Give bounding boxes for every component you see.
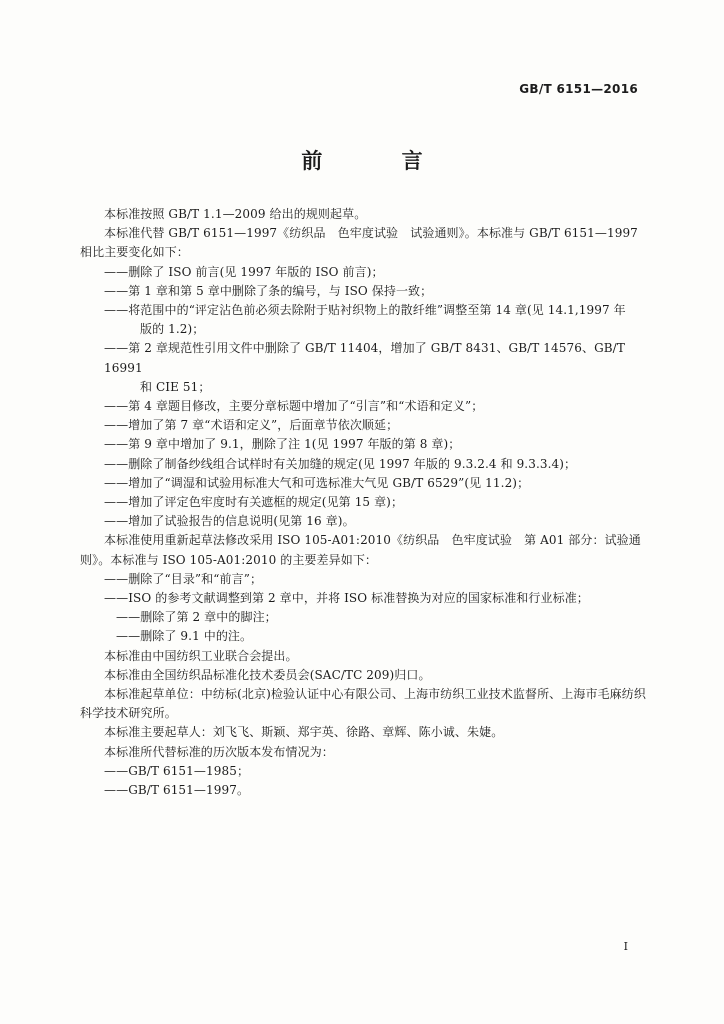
paragraph-text: 本标准起草单位：中纺标(北京)检验认证中心有限公司、上海市纺织工业技术监督所、上海市毛麻纺织科学技术研究所。 xyxy=(80,687,646,721)
paragraph-text: 本标准按照 GB/T 1.1—2009 给出的规则起草。 xyxy=(104,207,367,221)
paragraph-text: 本标准代替 GB/T 6151—1997《纺织品 色牢度试验 试验通则》。本标准与 GB/T 6151—1997 相比主要变化如下： xyxy=(80,226,638,260)
list-item xyxy=(80,589,650,608)
paragraph-text: ——删除了 ISO 前言(见 1997 年版的 ISO 前言)； xyxy=(104,264,384,279)
paragraph-text: 本标准由全国纺织品标准化技术委员会(SAC/TC 209)归口。 xyxy=(104,667,431,682)
paragraph-text: ——增加了第 7 章“术语和定义”，后面章节依次顺延； xyxy=(104,418,399,433)
list-item-continuation: 版的 1.2)； xyxy=(140,322,205,337)
paragraph xyxy=(80,685,650,723)
list-item xyxy=(80,781,650,800)
paragraph-text: ——删除了制备纱线组合试样时有关加缝的规定(见 1997 年版的 9.3.2.4 和 9.3.3.4)； xyxy=(104,456,577,471)
sub-list-item xyxy=(80,608,650,627)
list-item xyxy=(80,512,650,531)
paragraph-text: ——第 1 章和第 5 章中删除了条的编号，与 ISO 保持一致； xyxy=(104,283,433,298)
paragraph xyxy=(80,666,650,685)
paragraph-text: ——增加了试验报告的信息说明(见第 16 章)。 xyxy=(104,514,355,529)
paragraph-text: ——第 4 章题目修改，主要分章标题中增加了“引言”和“术语和定义”； xyxy=(104,399,484,414)
paragraph xyxy=(80,205,650,224)
paragraph-text: ——GB/T 6151—1985； xyxy=(104,763,250,778)
paragraph-text: ——ISO 的参考文献调整到第 2 章中，并将 ISO 标准替换为对应的国家标准和行业标准； xyxy=(104,591,589,606)
paragraph-text: ——GB/T 6151—1997。 xyxy=(104,783,250,798)
paragraph-text: ——将范围中的“评定沾色前必须去除附于贴衬织物上的散纤维”调整至第 14 章(见 14.1,1997 年 xyxy=(104,303,626,318)
list-item xyxy=(80,570,650,589)
foreword-body xyxy=(80,205,650,800)
paragraph xyxy=(80,224,650,262)
list-item xyxy=(80,474,650,493)
list-item xyxy=(80,282,650,301)
paragraph-text: ——第 2 章规范性引用文件中删除了 GB/T 11404，增加了 GB/T 8431、GB/T 14576、GB/T 16991 xyxy=(104,341,625,375)
paragraph-text: 本标准主要起草人：刘飞飞、斯颖、郑宇英、徐路、章辉、陈小诚、朱婕。 xyxy=(104,725,504,740)
sub-list-item xyxy=(80,627,650,646)
paragraph-text: ——第 9 章中增加了 9.1，删除了注 1(见 1997 年版的第 8 章)； xyxy=(104,437,461,452)
paragraph xyxy=(80,647,650,666)
list-item xyxy=(80,263,650,282)
list-item xyxy=(80,435,650,454)
paragraph-text: ——增加了评定色牢度时有关遮框的规定(见第 15 章)； xyxy=(104,495,404,510)
paragraph-text: ——删除了 9.1 中的注。 xyxy=(116,629,253,644)
paragraph-text: 本标准使用重新起草法修改采用 ISO 105-A01:2010《纺织品 色牢度试验 第 A01 部分：试验通则》。本标准与 ISO 105-A01:2010 的主要差异如下： xyxy=(80,533,641,567)
paragraph-text: 本标准所代替标准的历次版本发布情况为： xyxy=(104,744,334,759)
paragraph-text: ——删除了“目录”和“前言”； xyxy=(104,571,263,586)
list-item xyxy=(80,339,650,397)
page-title: 前 言 xyxy=(301,149,459,173)
paragraph xyxy=(80,531,650,569)
list-item-continuation: 和 CIE 51； xyxy=(140,379,211,394)
list-item xyxy=(80,762,650,781)
paragraph xyxy=(80,743,650,762)
standard-code: GB/T 6151—2016 xyxy=(519,82,638,96)
paragraph-text: ——删除了第 2 章中的脚注； xyxy=(116,610,277,625)
list-item xyxy=(80,455,650,474)
list-item xyxy=(80,416,650,435)
paragraph xyxy=(80,723,650,742)
list-item xyxy=(80,301,650,339)
list-item xyxy=(80,493,650,512)
paragraph-text: ——增加了“调湿和试验用标准大气和可选标准大气见 GB/T 6529”(见 11.2)； xyxy=(104,475,530,490)
page-number: I xyxy=(623,940,628,953)
paragraph-text: 本标准由中国纺织工业联合会提出。 xyxy=(104,648,298,663)
list-item xyxy=(80,397,650,416)
